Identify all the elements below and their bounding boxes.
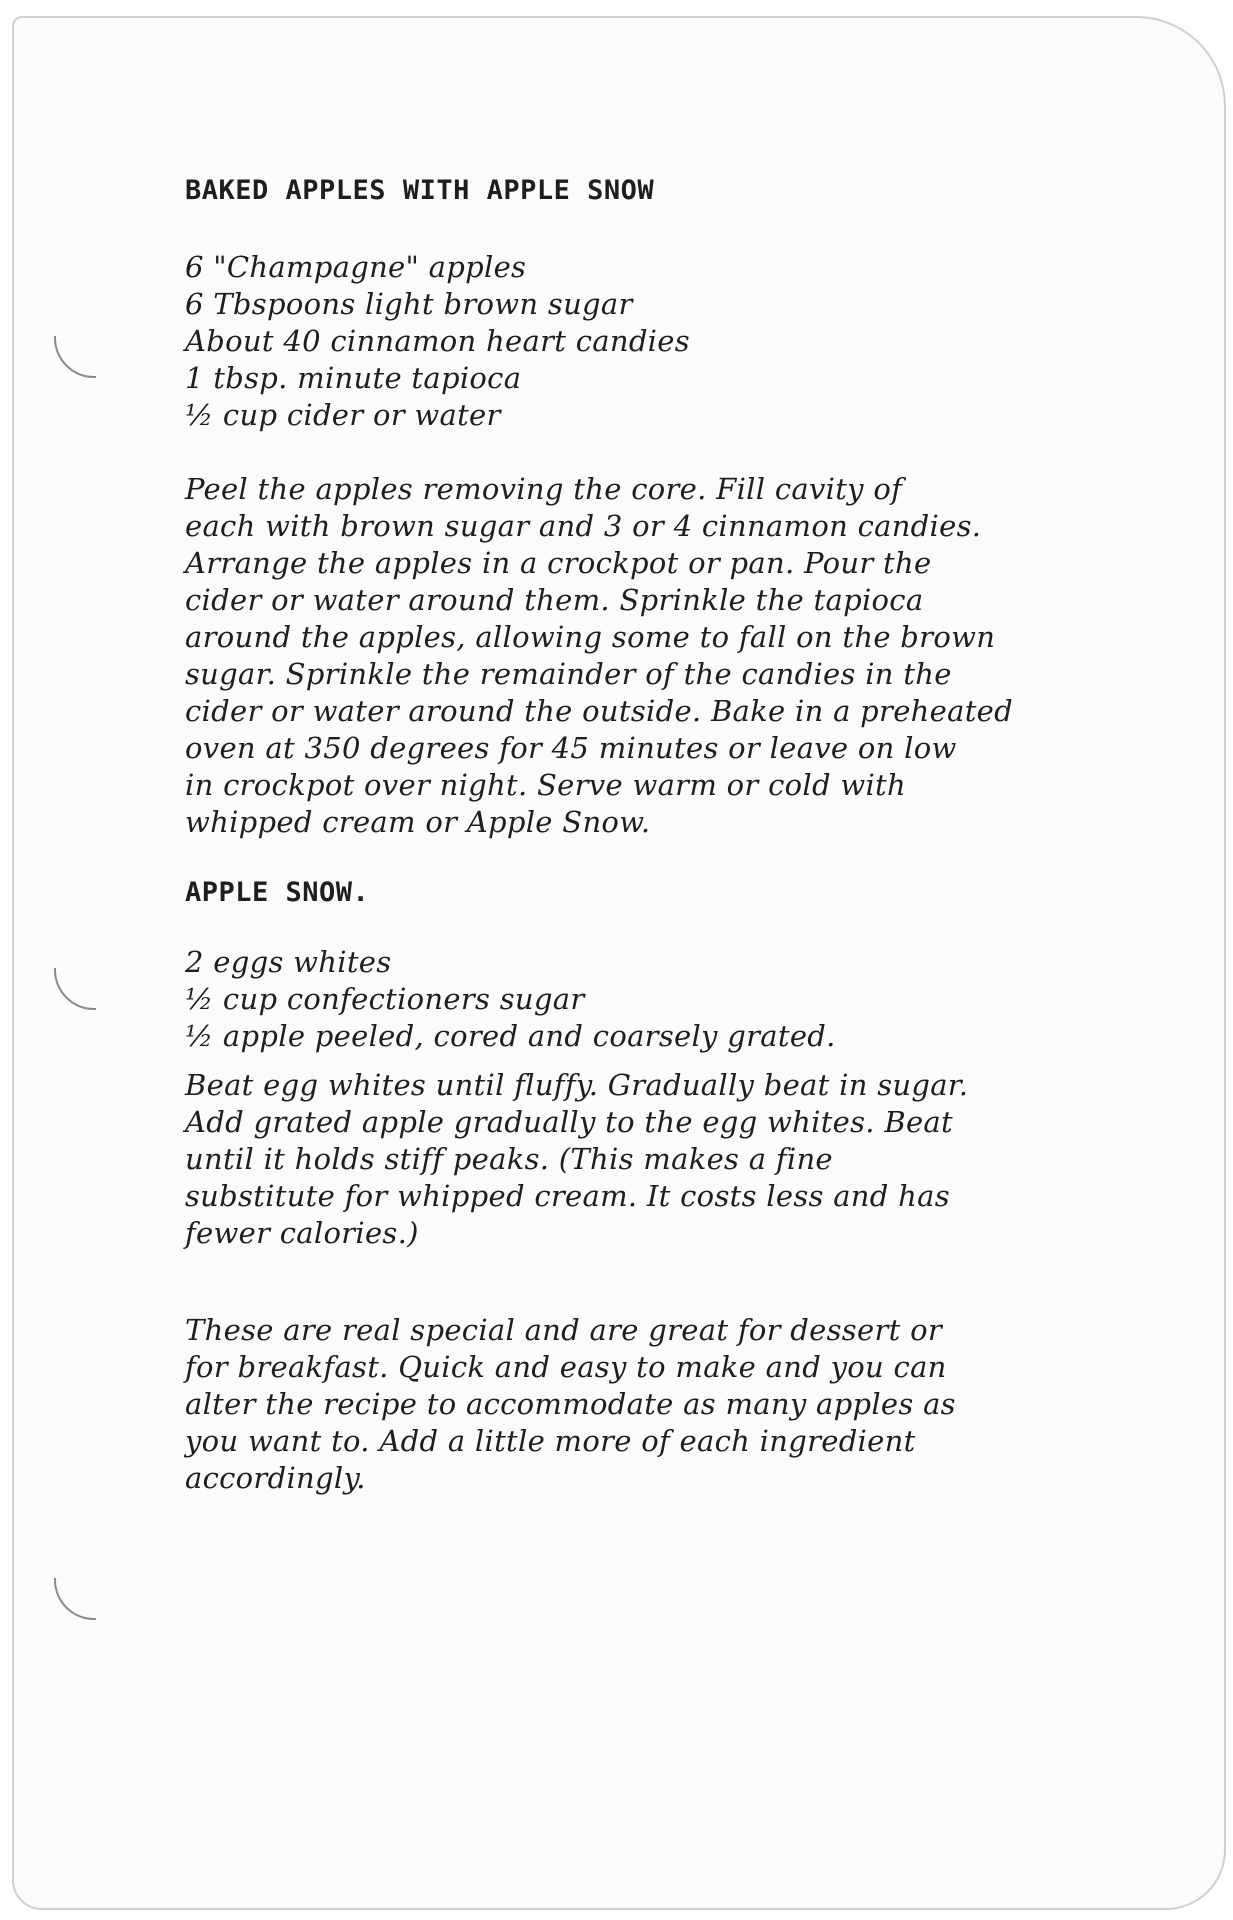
binder-hole-middle (54, 968, 96, 1010)
ingredient-item: ½ cup cider or water (185, 398, 501, 432)
recipe-directions: Peel the apples removing the core. Fill cavity of each with brown sugar and 3 or 4 cinnamon candies. Arrange the apples in a crockpot or pan. Pour the cider or water around them. Sprinkle the tapioca around the apples, allowing some to fall on the brown sugar. Sprinkle the remainder of the candies in the cider or water around the outside. Bake in a preheated oven at 350 degrees for 45 minutes or leave on low in crockpot over night. Serve warm or cold with whipped cream or Apple Snow. (185, 472, 1013, 839)
binder-hole-bottom (54, 1578, 96, 1620)
recipe-title: BAKED APPLES WITH APPLE SNOW (185, 175, 655, 206)
ingredient-item: About 40 cinnamon heart candies (185, 324, 690, 358)
apple-snow-title: APPLE SNOW. (185, 877, 370, 908)
apple-snow-directions: Beat egg whites until fluffy. Gradually beat in sugar. Add grated apple gradually to the egg whites. Beat until it holds stiff peaks. (This makes a fine substitute for whipped cream. It costs less and has fewer calories.) (185, 1068, 969, 1250)
ingredient-item: ½ apple peeled, cored and coarsely grated. (185, 1019, 836, 1053)
binder-hole-top (54, 336, 96, 378)
ingredient-item: 6 "Champagne" apples (185, 250, 527, 284)
ingredient-item: ½ cup confectioners sugar (185, 982, 585, 1016)
ingredient-item: 6 Tbspoons light brown sugar (185, 287, 633, 321)
ingredient-item: 2 eggs whites (185, 945, 392, 979)
ingredient-item: 1 tbsp. minute tapioca (185, 361, 522, 395)
ingredient-list (185, 249, 1205, 434)
apple-snow-ingredient-list (185, 944, 1205, 1055)
recipe-content (185, 172, 1205, 1497)
recipe-note: These are real special and are great for dessert or for breakfast. Quick and easy to make and you can alter the recipe to accommodate as many apples as you want to. Add a little more of each ingredient accordingly. (185, 1313, 956, 1495)
